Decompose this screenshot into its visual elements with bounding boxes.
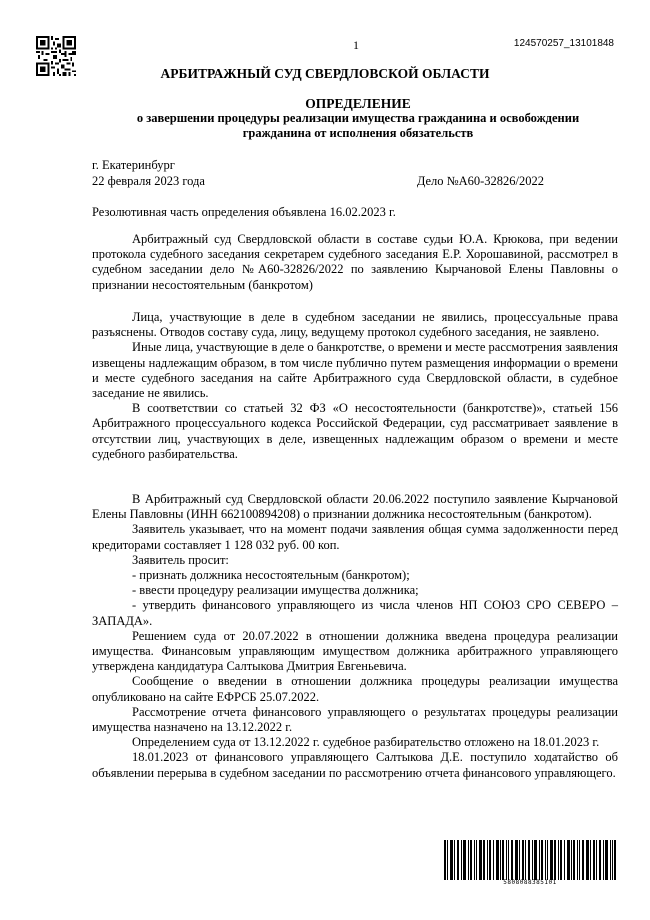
paragraph: В соответствии со статьей 32 ФЗ «О несостоятельности (банкротстве)», статьей 156 Арбитражного процессуального кодекса Российской Федерации, суд рассматривает заявление в отсутствии лиц, участвующих в деле, извещенных надлежащим образом о времени и месте судебного разбирательства. — [92, 401, 618, 461]
document-id: 124570257_13101848 — [513, 38, 614, 49]
resolution-note: Резолютивная часть определения объявлена 16.02.2023 г. — [92, 205, 396, 219]
case-number: Дело №А60-32826/2022 — [416, 174, 544, 188]
intro-paragraph — [92, 232, 618, 293]
paragraph: Иные лица, участвующие в деле о банкротстве, о времени и месте рассмотрения заявления извещены надлежащим образом, в том числе публично путем размещения информации о времени и месте судебного заседания на сайте Арбитражного суда Свердловской области, в судебное заседание не явились. — [92, 340, 618, 401]
paragraph: 18.01.2023 от финансового управляющего Салтыкова Д.Е. поступило ходатайство об объявлении перерыва в судебном заседании по рассмотрению отчета финансового управляющего. — [92, 750, 618, 780]
paragraph: В Арбитражный суд Свердловской области 20.06.2022 поступило заявление Кырчановой Елены Павловны (ИНН 662100894208) о признании должника несостоятельным (банкротом). — [92, 492, 618, 522]
paragraph: Заявитель просит: — [132, 552, 229, 567]
paragraph: Сообщение о введении в отношении должника процедуры реализации имущества опубликовано на сайте ЕФРСБ 25.07.2022. — [92, 674, 618, 704]
paragraph: Рассмотрение отчета финансового управляющего о результатах процедуры реализации имущества назначено на 13.12.2022 г. — [92, 704, 618, 735]
page-number: 1 — [353, 38, 359, 52]
city: г. Екатеринбург — [92, 158, 175, 172]
procedure-section — [92, 310, 618, 462]
barcode-image — [444, 840, 616, 880]
document-date: 22 февраля 2023 года — [92, 174, 205, 188]
case-history-section — [92, 492, 618, 781]
list-item: - утвердить финансового управляющего из числа членов НП СОЮЗ СРО СЕВЕРО – ЗАПАДА». — [92, 598, 618, 628]
paragraph: Решением суда от 20.07.2022 в отношении должника введена процедура реализации имущества. Финансовым управляющим имуществом должника арбитражного управляющего утверждена кандидатура Салтыкова Дмитрия Евгеньевича. — [92, 628, 618, 674]
paragraph: Лица, участвующие в деле в судебном заседании не явились, процессуальные права разъяснены. Отводов составу суда, лицу, ведущему протокол судебного заседания, не заявлено. — [92, 310, 618, 340]
list-item: - признать должника несостоятельным (банкротом); — [132, 568, 410, 583]
court-name: АРБИТРАЖНЫЙ СУД СВЕРДЛОВСКОЙ ОБЛАСТИ — [160, 66, 490, 81]
paragraph: Арбитражный суд Свердловской области в составе судьи Ю.А. Крюкова, при ведении протокола судебного заседания секретарем судебного заседания Е.Р. Хорошавиной, рассмотрел в судебном заседании дело №А60-32826/2022 по заявлению Кырчановой Елены Павловны о признании несостоятельным (банкротом) — [92, 232, 618, 292]
paragraph: Заявитель указывает, что на момент подачи заявления общая сумма задолженности перед кредиторами составляет 1 128 032 руб. 00 коп. — [92, 522, 618, 552]
paragraph: Определением суда от 13.12.2022 г. судебное разбирательство отложено на 18.01.2023 г. — [132, 735, 600, 750]
document-subtitle — [110, 111, 606, 141]
subtitle-line-1: о завершении процедуры реализации имущества гражданина и освобождении — [136, 111, 580, 125]
barcode-number: 5808088385101 — [503, 879, 557, 886]
subtitle-line-2: гражданина от исполнения обязательств — [242, 126, 474, 140]
document-title: ОПРЕДЕЛЕНИЕ — [305, 96, 411, 111]
list-item: - ввести процедуру реализации имущества должника; — [132, 583, 419, 598]
